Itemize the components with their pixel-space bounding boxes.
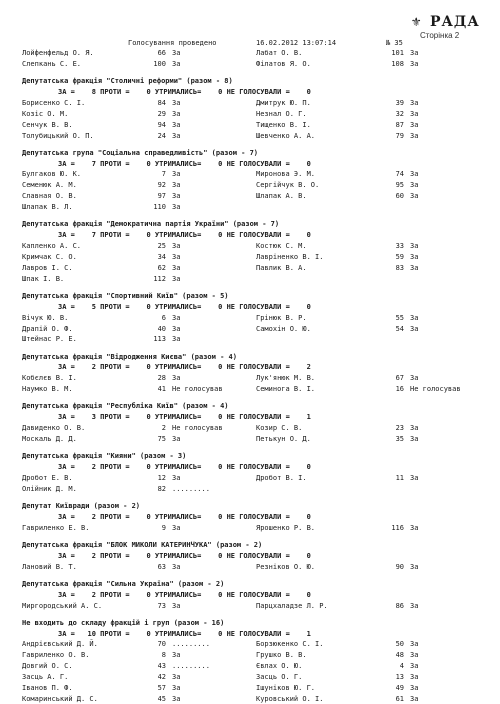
deputy-name: Павлик В. А.	[256, 263, 307, 272]
vote-value: За	[172, 98, 181, 107]
faction-summary: ЗА = 2 ПРОТИ = 0 УТРИМАЛИСЬ= 0 НЕ ГОЛОСУВАЛИ = 0	[58, 512, 311, 521]
vote-value: За	[172, 170, 181, 179]
seat-number: 7	[161, 170, 166, 179]
vote-value: За	[172, 49, 181, 57]
deputy-name: Толубицький О. П.	[22, 131, 94, 140]
faction-summary: ЗА = 2 ПРОТИ = 0 УТРИМАЛИСЬ= 0 НЕ ГОЛОСУВАЛИ = 0	[58, 551, 311, 560]
seat-number: 55	[395, 313, 404, 322]
seat-number: 25	[157, 242, 166, 250]
vote-value: За	[410, 263, 419, 272]
deputy-name: Дробот В. І.	[256, 473, 307, 482]
deputy-name: Грінюк В. Р.	[256, 313, 307, 322]
deputy-row	[0, 683, 500, 693]
rada-logo	[412, 14, 492, 32]
deputy-name: Шевченко А. А.	[256, 131, 316, 140]
seat-number: 108	[391, 59, 404, 68]
vote-value: За	[172, 523, 181, 532]
vote-value: .........	[172, 640, 210, 649]
deputy-row	[0, 202, 500, 212]
deputy-row	[0, 241, 500, 251]
deputy-row	[0, 274, 500, 284]
faction-title: Не входить до складу фракцій і груп (разом - 16)	[22, 618, 225, 627]
deputy-name: Лабат О. В.	[256, 49, 303, 57]
deputy-row	[0, 98, 500, 108]
deputy-name: Москаль Д. Д.	[22, 435, 77, 443]
seat-number: 95	[395, 181, 404, 190]
deputy-name: Давиденко О. В.	[22, 424, 86, 433]
seat-number: 97	[157, 192, 166, 201]
vote-title: Голосування проведено	[128, 39, 217, 47]
seat-number: 63	[157, 562, 166, 571]
deputy-name: Довгий О. С.	[22, 662, 73, 671]
seat-number: 113	[153, 335, 166, 344]
seat-number: 112	[153, 274, 166, 283]
seat-number: 59	[395, 252, 404, 261]
faction-title: Депутат Київради (разом - 2)	[22, 501, 141, 510]
faction-summary: ЗА = 2 ПРОТИ = 0 УТРИМАЛИСЬ= 0 НЕ ГОЛОСУВАЛИ = 2	[58, 363, 311, 372]
deputy-row	[0, 562, 500, 572]
seat-number: 84	[157, 98, 166, 107]
deputy-name: Олійник Д. М.	[22, 484, 77, 493]
seat-number: 33	[395, 242, 404, 250]
seat-number: 79	[395, 131, 404, 140]
deputy-row	[0, 324, 500, 334]
vote-value: За	[410, 252, 419, 261]
seat-number: 110	[153, 203, 166, 212]
seat-number: 67	[395, 374, 404, 383]
deputy-name: Козир С. В.	[256, 424, 303, 433]
deputy-name: Ішуніков Ю. Г.	[256, 684, 316, 692]
seat-number: 49	[395, 684, 404, 692]
vote-value: За	[410, 694, 419, 703]
vote-value: За	[172, 313, 181, 322]
deputy-row	[0, 169, 500, 179]
deputy-name: Миргородський А. С.	[22, 601, 103, 610]
deputy-name: Миронова Э. М.	[256, 170, 316, 179]
vote-value: За	[172, 263, 181, 272]
seat-number: 29	[157, 109, 166, 118]
deputy-name: Штейнас Р. Е.	[22, 335, 77, 344]
seat-number: 94	[157, 120, 166, 129]
seat-number: 13	[395, 673, 404, 682]
seat-number: 4	[399, 662, 404, 671]
seat-number: 32	[395, 109, 404, 118]
deputy-row	[0, 601, 500, 611]
deputy-name: Кримчак С. О.	[22, 252, 77, 261]
seat-number: 41	[157, 385, 166, 394]
deputy-name: Куровський О. І.	[256, 694, 324, 703]
deputy-row	[0, 434, 500, 444]
vote-value: За	[410, 242, 419, 250]
seat-number: 40	[157, 324, 166, 333]
seat-number: 8	[161, 651, 166, 660]
faction-summary: ЗА = 2 ПРОТИ = 0 УТРИМАЛИСЬ= 0 НЕ ГОЛОСУВАЛИ = 0	[58, 463, 311, 471]
vote-value: За	[172, 684, 181, 692]
vote-value: За	[410, 601, 419, 610]
deputy-name: Шлапак А. В.	[256, 192, 307, 201]
deputy-row	[0, 423, 500, 433]
vote-value: За	[172, 374, 181, 383]
vote-value: За	[172, 59, 181, 68]
seat-number: 57	[157, 684, 166, 692]
deputy-name: Семенюк А. М.	[22, 181, 77, 190]
deputy-name: Слепкань С. Е.	[22, 59, 82, 68]
vote-value: За	[172, 131, 181, 140]
deputy-name: Незнал О. Г.	[256, 109, 307, 118]
deputy-name: Гавриленко О. В.	[22, 651, 90, 660]
deputy-name: Грушко В. В.	[256, 651, 307, 660]
deputy-name: Кобєлєв В. І.	[22, 374, 77, 383]
deputy-name: Наумко В. М.	[22, 385, 73, 394]
seat-number: 74	[395, 170, 404, 179]
deputy-name: Шпак І. В.	[22, 274, 65, 283]
seat-number: 6	[161, 313, 166, 322]
deputy-name: Вічук Ю. В.	[22, 313, 69, 322]
vote-value: За	[172, 435, 181, 443]
deputy-row	[0, 180, 500, 190]
vote-value: За	[410, 313, 419, 322]
vote-value: За	[410, 673, 419, 682]
faction-summary: ЗА = 10 ПРОТИ = 0 УТРИМАЛИСЬ= 0 НЕ ГОЛОСУВАЛИ = 1	[58, 629, 311, 638]
deputy-name: Тищенко В. І.	[256, 120, 311, 129]
trident-icon: ⚜	[412, 14, 421, 30]
vote-value: За	[410, 59, 419, 68]
deputy-name: Шлапак В. Л.	[22, 203, 73, 212]
vote-value: За	[410, 435, 419, 443]
faction-title: Депутатська група "Соціальна справедливість" (разом - 7)	[22, 148, 259, 157]
deputy-name: Парцхаладзе Л. Р.	[256, 601, 328, 610]
seat-number: 23	[395, 424, 404, 433]
deputy-name: Семинога В. І.	[256, 385, 316, 394]
deputy-row	[0, 484, 500, 494]
vote-value: За	[410, 374, 419, 383]
deputy-name: Драпій О. Ф.	[22, 324, 73, 333]
faction-summary: ЗА = 2 ПРОТИ = 0 УТРИМАЛИСЬ= 0 НЕ ГОЛОСУВАЛИ = 0	[58, 590, 311, 599]
deputy-row	[0, 48, 500, 58]
faction-title: Депутатська фракція "Спортивний Київ" (разом - 5)	[22, 291, 229, 300]
logo-text: РАДА	[430, 14, 480, 30]
deputy-row	[0, 109, 500, 119]
vote-value: Не голосував	[172, 385, 223, 394]
deputy-name: Ярошенко Р. В.	[256, 523, 316, 532]
seat-number: 75	[157, 435, 166, 443]
seat-number: 48	[395, 651, 404, 660]
deputy-name: Лавріненко В. І.	[256, 252, 324, 261]
vote-number: № 35	[386, 39, 403, 47]
seat-number: 100	[153, 59, 166, 68]
vote-value: За	[172, 109, 181, 118]
deputy-name: Петькун О. Д.	[256, 435, 311, 443]
vote-datetime: 16.02.2012 13:07:14	[256, 39, 337, 47]
seat-number: 50	[395, 640, 404, 649]
seat-number: 73	[157, 601, 166, 610]
vote-value: За	[410, 131, 419, 140]
vote-value: За	[172, 601, 181, 610]
deputy-name: Борисенко С. І.	[22, 98, 86, 107]
seat-number: 66	[157, 49, 166, 57]
vote-header	[0, 38, 500, 48]
deputy-name: Євлах О. Ю.	[256, 662, 303, 671]
deputy-name: Гавриленко Е. В.	[22, 523, 90, 532]
deputy-name: Дробот Е. В.	[22, 473, 73, 482]
seat-number: 92	[157, 181, 166, 190]
vote-value: За	[410, 662, 419, 671]
seat-number: 24	[157, 131, 166, 140]
seat-number: 116	[391, 523, 404, 532]
seat-number: 28	[157, 374, 166, 383]
faction-summary: ЗА = 5 ПРОТИ = 0 УТРИМАЛИСЬ= 0 НЕ ГОЛОСУВАЛИ = 0	[58, 302, 311, 311]
seat-number: 39	[395, 98, 404, 107]
deputy-row	[0, 639, 500, 649]
seat-number: 82	[157, 484, 166, 493]
faction-title: Депутатська фракція "Столичні реформи" (разом - 8)	[22, 77, 233, 85]
vote-value: За	[410, 49, 419, 57]
deputy-name: Резніков О. Ю.	[256, 562, 316, 571]
vote-value: За	[410, 324, 419, 333]
faction-title: Депутатська фракція "Сильна Україна" (разом - 2)	[22, 579, 225, 588]
vote-value: За	[410, 684, 419, 692]
vote-value: За	[172, 335, 181, 344]
deputy-name: Засць О. Г.	[256, 673, 303, 682]
vote-value: За	[410, 523, 419, 532]
vote-value: За	[410, 192, 419, 201]
faction-title: Депутатська фракція "Кияни" (разом - 3)	[22, 452, 187, 461]
deputy-name: Козіс О. М.	[22, 109, 69, 118]
vote-value: За	[172, 242, 181, 250]
seat-number: 70	[157, 640, 166, 649]
deputy-row	[0, 334, 500, 344]
faction-summary: ЗА = 7 ПРОТИ = 0 УТРИМАЛИСЬ= 0 НЕ ГОЛОСУВАЛИ = 0	[58, 159, 311, 168]
vote-value: За	[172, 274, 181, 283]
deputy-row	[0, 313, 500, 323]
deputy-name: Лавров І. С.	[22, 263, 73, 272]
deputy-name: Сенчук В. В.	[22, 120, 73, 129]
deputy-name: Дмитрук Ю. П.	[256, 98, 311, 107]
vote-value: .........	[172, 662, 210, 671]
vote-value: За	[172, 181, 181, 190]
deputy-row	[0, 252, 500, 262]
deputy-name: Лойфенфельд О. Я.	[22, 49, 94, 57]
deputy-name: Самохін О. Ю.	[256, 324, 311, 333]
vote-value: За	[172, 192, 181, 201]
deputy-row	[0, 384, 500, 394]
deputy-name: Лановий В. Т.	[22, 562, 77, 571]
seat-number: 86	[395, 601, 404, 610]
deputy-name: Іванов П. Ф.	[22, 684, 73, 692]
seat-number: 42	[157, 673, 166, 682]
deputy-row	[0, 523, 500, 533]
seat-number: 87	[395, 120, 404, 129]
deputy-row	[0, 373, 500, 383]
vote-value: За	[410, 651, 419, 660]
seat-number: 35	[395, 435, 404, 443]
seat-number: 16	[395, 385, 404, 394]
seat-number: 45	[157, 694, 166, 703]
deputy-name: Засць А. Г.	[22, 673, 69, 682]
vote-value: За	[172, 673, 181, 682]
vote-value: За	[172, 252, 181, 261]
seat-number: 43	[157, 662, 166, 671]
deputy-name: Філатов Я. О.	[256, 59, 311, 68]
deputy-row	[0, 650, 500, 660]
seat-number: 83	[395, 263, 404, 272]
deputy-row	[0, 59, 500, 69]
faction-title: Депутатська фракція "Республіка Київ" (разом - 4)	[22, 402, 229, 411]
seat-number: 2	[161, 424, 166, 433]
deputy-row	[0, 694, 500, 704]
vote-value: За	[410, 640, 419, 649]
seat-number: 60	[395, 192, 404, 201]
vote-value: За	[172, 562, 181, 571]
faction-title: Депутатська фракція "БЛОК МИКОЛИ КАТЕРИНЧУКА" (разом - 2)	[22, 540, 263, 549]
vote-value: За	[172, 324, 181, 333]
page-number: Сторінка 2	[420, 31, 460, 40]
deputy-row	[0, 473, 500, 483]
deputy-row	[0, 191, 500, 201]
deputy-row	[0, 661, 500, 671]
deputy-name: Славная О. В.	[22, 192, 77, 201]
seat-number: 34	[157, 252, 166, 261]
vote-value: Не голосував	[172, 424, 223, 433]
deputy-row	[0, 120, 500, 130]
deputy-row	[0, 131, 500, 141]
deputy-name: Сергійчук В. О.	[256, 181, 320, 190]
deputy-name: Капленко А. С.	[22, 242, 82, 250]
vote-value: За	[172, 203, 181, 212]
vote-value: За	[172, 120, 181, 129]
vote-value: За	[172, 473, 181, 482]
faction-title: Депутатська фракція "Демократична партія України" (разом - 7)	[22, 220, 280, 229]
vote-value: За	[410, 562, 419, 571]
vote-value: За	[410, 181, 419, 190]
seat-number: 62	[157, 263, 166, 272]
deputy-name: Борзюкенко С. І.	[256, 640, 324, 649]
vote-value: За	[410, 98, 419, 107]
seat-number: 54	[395, 324, 404, 333]
vote-value: За	[410, 170, 419, 179]
deputy-name: Булгаков Ю. К.	[22, 170, 82, 179]
vote-value: За	[410, 424, 419, 433]
seat-number: 61	[395, 694, 404, 703]
deputy-row	[0, 672, 500, 682]
vote-value: За	[410, 473, 419, 482]
vote-value: За	[410, 120, 419, 129]
seat-number: 101	[391, 49, 404, 57]
vote-value: Не голосував	[410, 385, 461, 394]
vote-value: За	[410, 109, 419, 118]
vote-value: За	[172, 651, 181, 660]
deputy-name: Костюк С. М.	[256, 242, 307, 250]
deputy-row	[0, 263, 500, 273]
seat-number: 9	[161, 523, 166, 532]
deputy-name: Андрієвський Д. Й.	[22, 640, 98, 649]
vote-value: За	[172, 694, 181, 703]
seat-number: 11	[395, 473, 404, 482]
deputy-name: Комаринський Д. С.	[22, 694, 98, 703]
deputy-name: Лук'янюк М. В.	[256, 374, 316, 383]
faction-summary: ЗА = 8 ПРОТИ = 0 УТРИМАЛИСЬ= 0 НЕ ГОЛОСУВАЛИ = 0	[58, 87, 311, 96]
seat-number: 12	[157, 473, 166, 482]
vote-value: .........	[172, 484, 210, 493]
faction-title: Депутатська фракція "Відродження Києва" (разом - 4)	[22, 352, 237, 361]
faction-summary: ЗА = 3 ПРОТИ = 0 УТРИМАЛИСЬ= 0 НЕ ГОЛОСУВАЛИ = 1	[58, 413, 311, 422]
seat-number: 90	[395, 562, 404, 571]
faction-summary: ЗА = 7 ПРОТИ = 0 УТРИМАЛИСЬ= 0 НЕ ГОЛОСУВАЛИ = 0	[58, 231, 311, 240]
